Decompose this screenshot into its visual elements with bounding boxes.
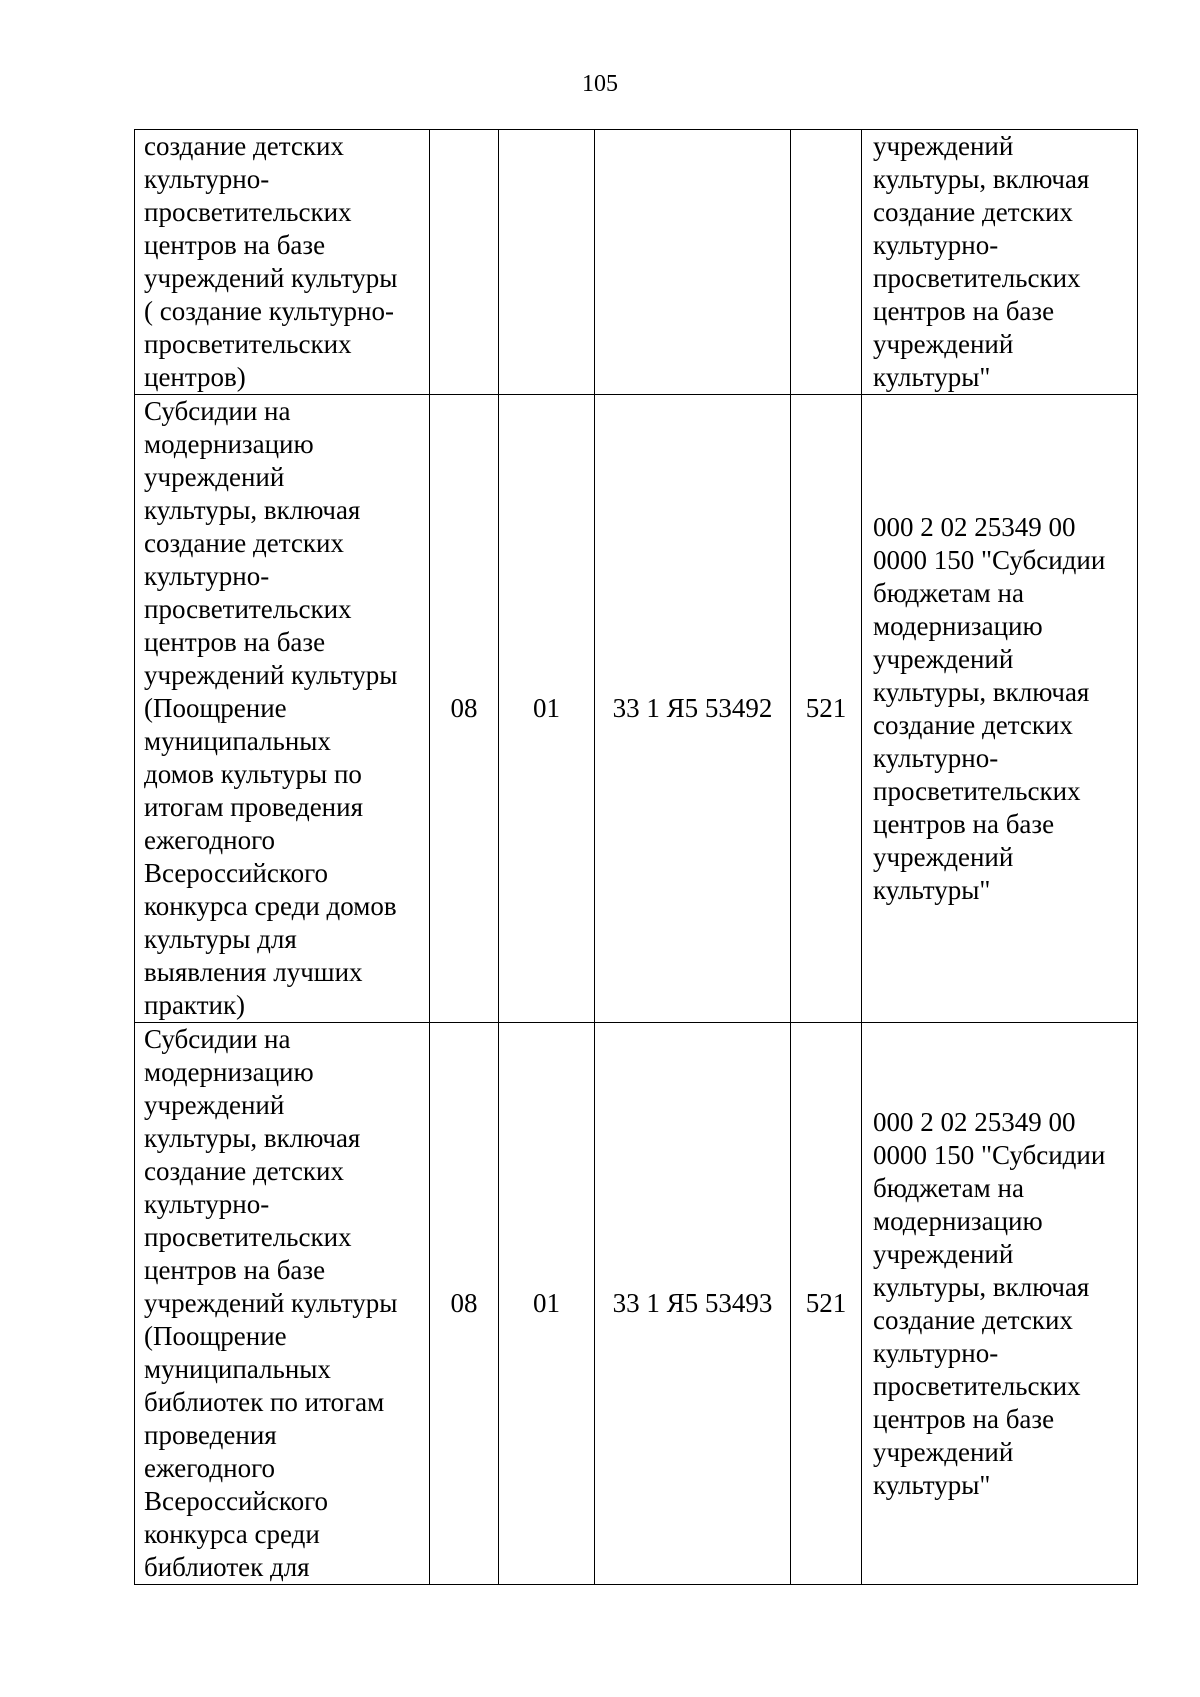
target-article-cell: 33 1 Я5 53492 — [595, 395, 791, 1023]
expense-name-cell: Субсидии на модернизацию учреждений культуры, включая создание детских культурно- просветительских центров на базе учреждений культуры (Поощрение муниципальных библиотек по итогам проведения ежегодного Всероссийского конкурса среди библиотек для — [135, 1023, 430, 1585]
target-article-cell — [595, 130, 791, 395]
section-code-cell — [430, 130, 499, 395]
expense-type-cell — [791, 130, 862, 395]
table-row — [135, 130, 1138, 395]
expense-type-cell: 521 — [791, 395, 862, 1023]
expense-name-cell: создание детских культурно- просветительских центров на базе учреждений культуры ( создание культурно- просветительских центров) — [135, 130, 430, 395]
revenue-code-cell: учреждений культуры, включая создание детских культурно- просветительских центров на базе учреждений культуры" — [862, 130, 1138, 395]
expense-type-cell: 521 — [791, 1023, 862, 1585]
target-article-cell: 33 1 Я5 53493 — [595, 1023, 791, 1585]
subsection-code-cell: 01 — [499, 1023, 595, 1585]
page-number: 105 — [582, 71, 618, 97]
revenue-code-cell: 000 2 02 25349 00 0000 150 "Субсидии бюджетам на модернизацию учреждений культуры, включая создание детских культурно- просветительских центров на базе учреждений культуры" — [862, 1023, 1138, 1585]
subsection-code-cell: 01 — [499, 395, 595, 1023]
revenue-code-cell: 000 2 02 25349 00 0000 150 "Субсидии бюджетам на модернизацию учреждений культуры, включая создание детских культурно- просветительских центров на базе учреждений культуры" — [862, 395, 1138, 1023]
budget-table — [134, 129, 1138, 1585]
section-code-cell: 08 — [430, 395, 499, 1023]
section-code-cell: 08 — [430, 1023, 499, 1585]
table-row — [135, 395, 1138, 1023]
expense-name-cell: Субсидии на модернизацию учреждений культуры, включая создание детских культурно- просветительских центров на базе учреждений культуры (Поощрение муниципальных домов культуры по итогам проведения ежегодного Всероссийского конкурса среди домов культуры для выявления лучших практик) — [135, 395, 430, 1023]
table-row — [135, 1023, 1138, 1585]
subsection-code-cell — [499, 130, 595, 395]
